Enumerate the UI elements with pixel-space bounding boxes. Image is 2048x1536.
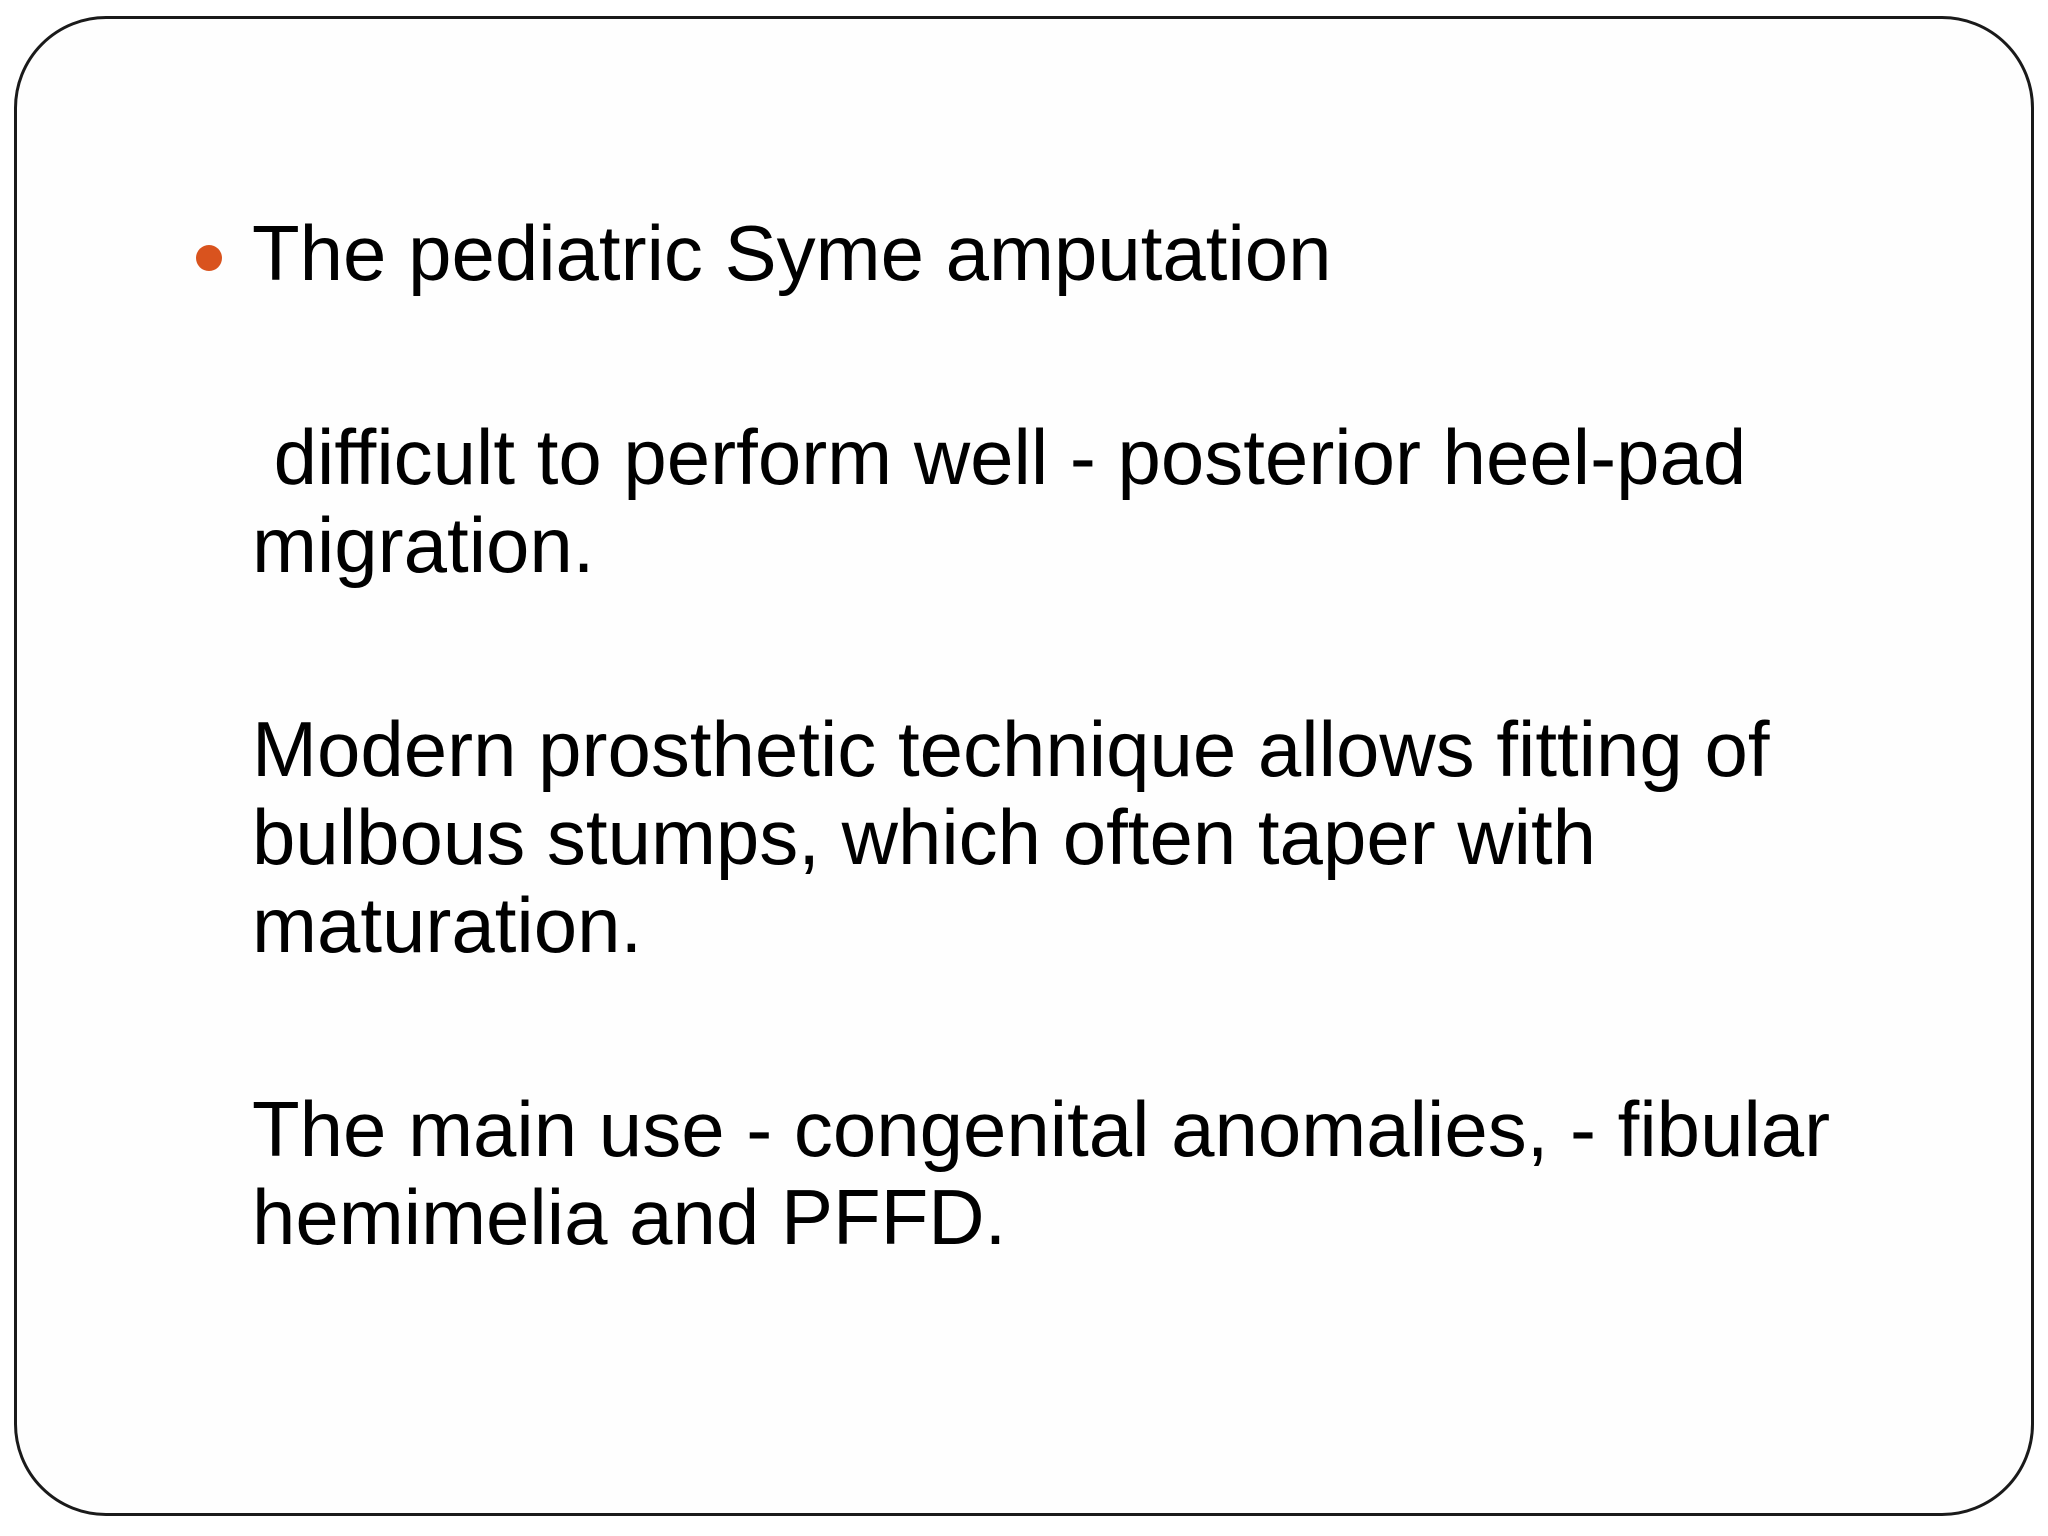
body-paragraph-1: difficult to perform well - posterior heel-pad migration. <box>252 413 1768 589</box>
bullet-dot-icon <box>196 245 222 271</box>
slide-content <box>252 209 1892 1261</box>
body-paragraph-2: Modern prosthetic technique allows fitting of bulbous stumps, which often taper with maturation. <box>252 705 1792 969</box>
bullet-item <box>252 209 1892 297</box>
body-paragraph-3: The main use - congenital anomalies, - fibular hemimelia and PFFD. <box>252 1085 1852 1261</box>
bullet-heading: The pediatric Syme amputation <box>252 209 1332 297</box>
slide-frame <box>14 16 2034 1516</box>
